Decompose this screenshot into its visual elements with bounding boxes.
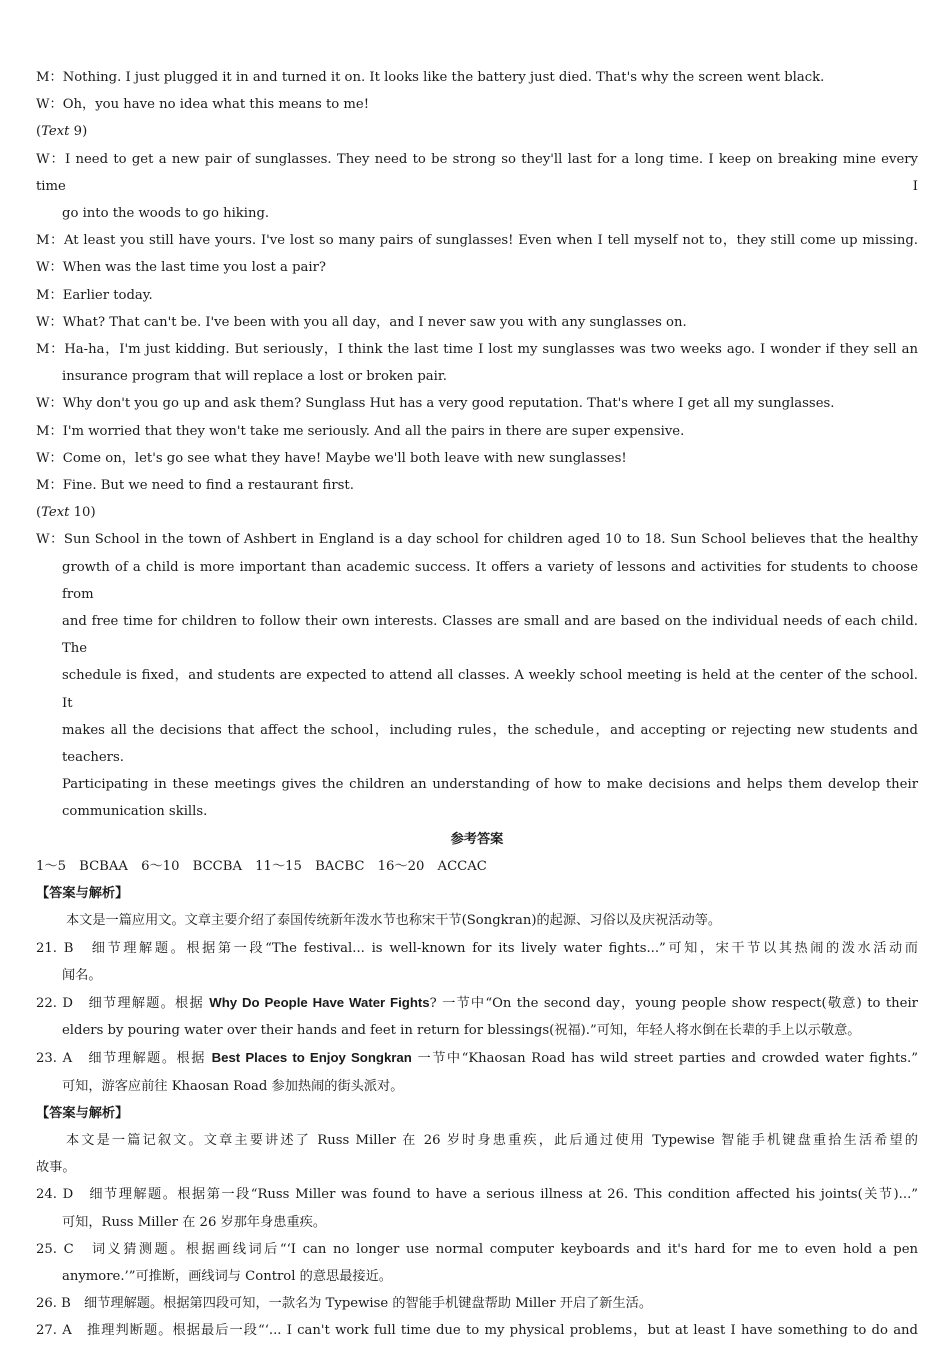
explanation-line: 21. B 细节理解题。根据第一段“The festival... is well-known for its lively water fights...”可知，宋干节以其热闹的泼水活动而	[36, 940, 918, 956]
dialogue-line: W：Why don't you go up and ask them? Sunglass Hut has a very good reputation. That's where I get all my sunglasses.	[36, 396, 835, 412]
dialogue-line: M：I'm worried that they won't take me seriously. And all the pairs in there are super expensive.	[36, 423, 685, 439]
explanation-text: 23. A 细节理解题。根据	[36, 1051, 212, 1067]
section-reference: Best Places to Enjoy Songkran	[211, 1050, 412, 1066]
explanation-line: 25. C 词义猜测题。根据画线词后“‘I can no longer use normal computer keyboards and it's hard for me to even hold a pen	[36, 1241, 918, 1257]
monologue-line-continued: Participating in these meetings gives the children an understanding of how to make decisions and helps them develop their	[62, 777, 918, 793]
section-summary-continued: 故事。	[36, 1160, 76, 1176]
text-label-number: 10	[73, 505, 91, 521]
dialogue-line: W：When was the last time you lost a pair?	[36, 260, 326, 276]
dialogue-line: M：Nothing. I just plugged it in and turned it on. It looks like the battery just died. That's why the screen went black.	[36, 70, 825, 85]
dialogue-line: M：Earlier today.	[36, 287, 153, 303]
dialogue-line: M：Ha-ha，I'm just kidding. But seriously，I think the last time I lost my sunglasses was two weeks ago. I wonder if they sell an	[36, 342, 918, 358]
dialogue-line: W：Oh，you have no idea what this means to me!	[36, 97, 370, 113]
explanation-text: ? 一节中“On the second day，young people show respect(敬意) to their	[429, 995, 918, 1011]
explanation-line	[36, 1044, 918, 1072]
explanation-line-continued: 可知，游客应前往 Khaosan Road 参加热闹的街头派对。	[62, 1078, 404, 1094]
dialogue-line: M：Fine. But we need to find a restaurant first.	[36, 478, 354, 494]
text-label-word: Text	[41, 124, 70, 140]
answer-key-line: 1～5 BCBAA 6～10 BCCBA 11～15 BACBC 16～20 ACCAC	[36, 858, 487, 874]
dialogue-line: W：What? That can't be. I've been with you all day，and I never saw you with any sunglasses on.	[36, 314, 687, 330]
dialogue-line: W：I need to get a new pair of sunglasses. They need to be strong so they'll last for a long time. I keep on breaking mine every time I	[36, 151, 918, 194]
monologue-line-continued: schedule is fixed，and students are expected to attend all classes. A weekly school meeting is held at the center of the school. It	[62, 668, 918, 711]
explanation-line: 26. B 细节理解题。根据第四段可知，一款名为 Typewise 的智能手机键盘帮助 Miller 开启了新生活。	[36, 1296, 653, 1312]
monologue-line-continued: makes all the decisions that affect the school，including rules，the schedule，and accepting or rejecting new students and teachers.	[62, 722, 918, 766]
text-label-word: Text	[41, 505, 70, 521]
monologue-line-continued: growth of a child is more important than academic success. It offers a variety of lessons and activities for students to choose from	[62, 559, 918, 602]
explanation-line-continued: 可知，Russ Miller 在 26 岁那年身患重疾。	[62, 1214, 327, 1230]
monologue-line-continued: communication skills.	[62, 804, 208, 820]
section-heading: 【答案与解析】	[36, 1105, 129, 1121]
answer-key-title: 参考答案	[450, 831, 504, 847]
dialogue-line-continued: go into the woods to go hiking.	[62, 206, 270, 222]
text-label-number: 9	[73, 124, 83, 140]
explanation-line-continued: 闻名。	[62, 967, 102, 983]
text-10-label: (Text 10)	[36, 505, 96, 521]
explanation-line-continued: elders by pouring water over their hands and feet in return for blessings(祝福).”可知，年轻人将水倒在长辈的手上以示敬意。	[62, 1023, 861, 1039]
monologue-line: W：Sun School in the town of Ashbert in England is a day school for children aged 10 to 18. Sun School believes that the healthy	[36, 532, 918, 548]
explanation-text: 22. D 细节理解题。根据	[36, 995, 210, 1011]
explanation-line: 24. D 细节理解题。根据第一段“Russ Miller was found to have a serious illness at 26. This condition affected his joints(关节)...”	[36, 1187, 918, 1203]
explanation-text: 一节中“Khaosan Road has wild street parties and crowded water fights.”	[411, 1051, 918, 1067]
section-reference: Why Do People Have Water Fights	[209, 994, 430, 1010]
explanation-line-continued: anymore.’”可推断，画线词与 Control 的意思最接近。	[62, 1268, 392, 1284]
dialogue-line-continued: insurance program that will replace a lost or broken pair.	[62, 369, 447, 385]
dialogue-line: M：At least you still have yours. I've lost so many pairs of sunglasses! Even when I tell myself not to，they still come up missing.	[36, 233, 918, 249]
section-heading: 【答案与解析】	[36, 886, 129, 902]
text-9-label: (Text 9)	[36, 124, 88, 140]
dialogue-line: W：Come on，let's go see what they have! Maybe we'll both leave with new sunglasses!	[36, 450, 627, 466]
section-summary: 本文是一篇记叙文。文章主要讲述了 Russ Miller 在 26 岁时身患重疾，此后通过使用 Typewise 智能手机键盘重拾生活希望的	[66, 1132, 918, 1148]
monologue-line-continued: and free time for children to follow their own interests. Classes are small and are based on the individual needs of each child. The	[62, 614, 918, 657]
explanation-line: 27. A 推理判断题。根据最后一段“‘... I can't work full time due to my physical problems，but at least I have something to do and	[36, 1323, 918, 1339]
explanation-line	[36, 989, 918, 1017]
section-summary: 本文是一篇应用文。文章主要介绍了泰国传统新年泼水节也称宋干节(Songkran)的起源、习俗以及庆祝活动等。	[66, 913, 722, 929]
